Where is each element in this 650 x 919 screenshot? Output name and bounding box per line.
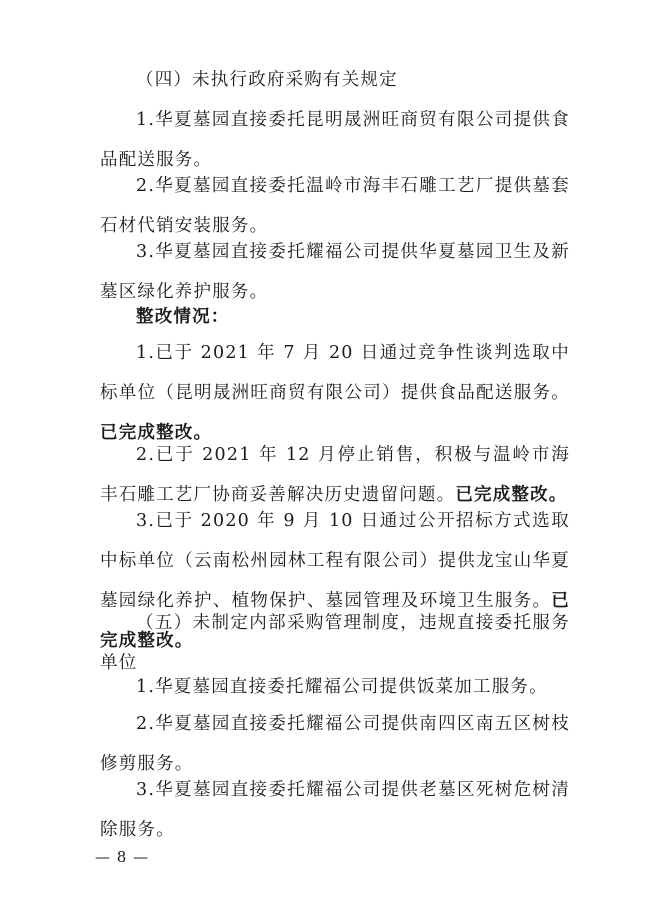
- section5-item-3: 3.华夏墓园直接委托耀福公司提供老墓区死树危树清除服务。: [100, 780, 570, 840]
- section4-item-2: 2.华夏墓园直接委托温岭市海丰石雕工艺厂提供墓套石材代销安装服务。: [100, 176, 570, 236]
- section4-heading: （四）未执行政府采购有关规定: [136, 70, 398, 90]
- rectification-3-status: 已完成整改。: [100, 591, 570, 651]
- section4-item-1: 1.华夏墓园直接委托昆明晟洲旺商贸有限公司提供食品配送服务。: [100, 110, 570, 170]
- section5-heading: （五）未制定内部采购管理制度，违规直接委托服务单位: [100, 613, 570, 673]
- rectification-label: 整改情况：: [136, 307, 230, 327]
- section4-item-3: 3.华夏墓园直接委托耀福公司提供华夏墓园卫生及新墓区绿化养护服务。: [100, 242, 570, 302]
- rectification-2-text: 2.已于 2021 年 12 月停止销售，积极与温岭市海丰石雕工艺厂协商妥善解决历史遗留问题。: [100, 445, 570, 505]
- rectification-1-status: 已完成整改。: [100, 423, 213, 443]
- rectification-1-text: 1.已于 2021 年 7 月 20 日通过竞争性谈判选取中标单位（昆明晟洲旺商贸有限公司）提供食品配送服务。: [100, 343, 570, 403]
- rectification-2-status: 已完成整改。: [455, 485, 568, 505]
- section5-item-2: 2.华夏墓园直接委托耀福公司提供南四区南五区树枝修剪服务。: [100, 714, 570, 774]
- rectification-3-text: 3.已于 2020 年 9 月 10 日通过公开招标方式选取中标单位（云南松州园林工程有限公司）提供龙宝山华夏墓园绿化养护、植物保护、墓园管理及环境卫生服务。: [100, 511, 570, 611]
- section5-item-1: 1.华夏墓园直接委托耀福公司提供饭菜加工服务。: [136, 677, 548, 697]
- page-number: — 8 —: [95, 848, 150, 866]
